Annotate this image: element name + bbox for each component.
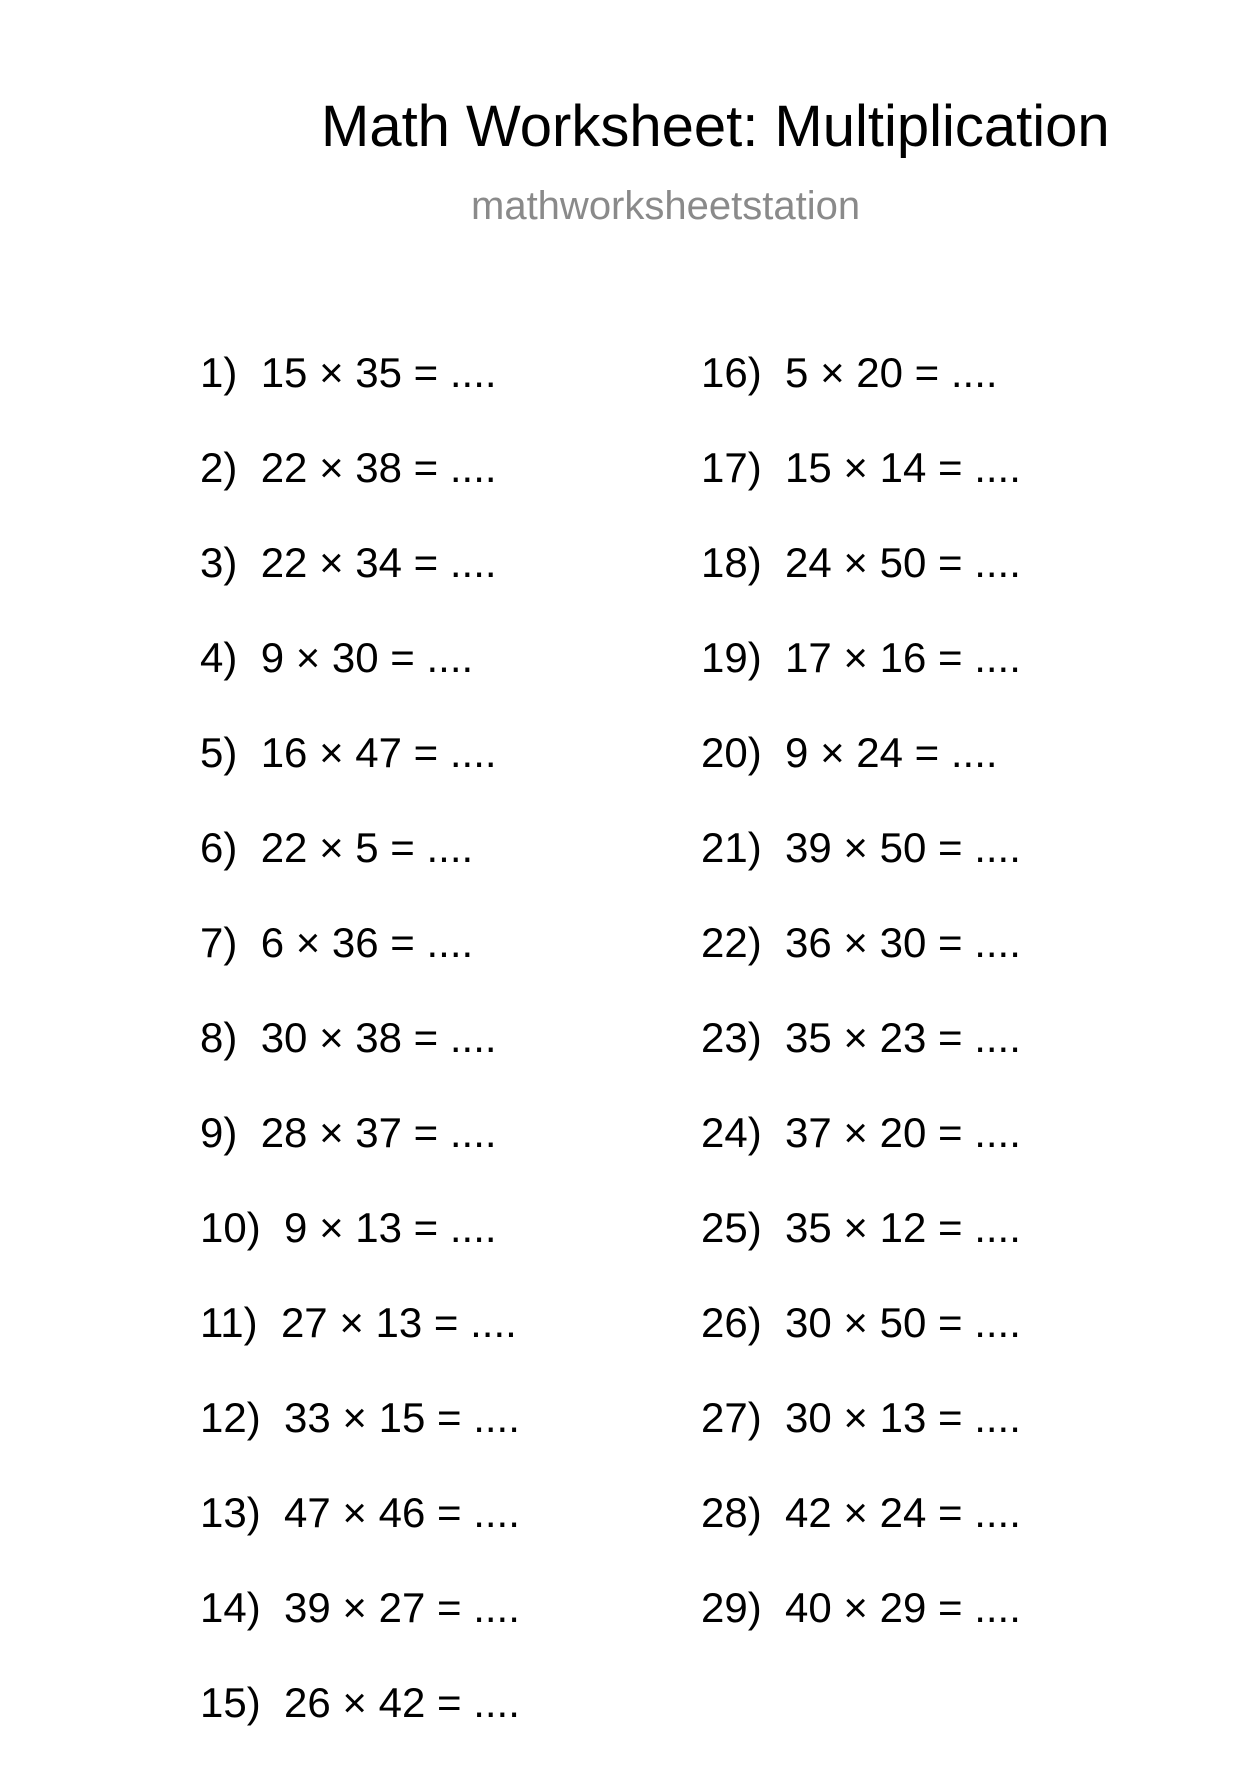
problem-number: 22 )	[701, 922, 785, 964]
problem-expression: 26 × 42 = ....	[284, 1679, 520, 1726]
problem-expression: 16 × 47 = ....	[260, 729, 497, 776]
problem-4	[200, 634, 520, 732]
problem-16	[701, 349, 1021, 447]
problem-21	[701, 824, 1021, 922]
problems-column-left	[200, 349, 520, 1777]
problem-20	[701, 729, 1021, 827]
problem-7	[200, 919, 520, 1017]
problem-number: 4 )	[200, 637, 261, 679]
problem-expression: 30 × 13 = ....	[785, 1394, 1021, 1441]
problem-expression: 17 × 16 = ....	[785, 634, 1021, 681]
problem-expression: 24 × 50 = ....	[785, 539, 1021, 586]
problem-expression: 33 × 15 = ....	[284, 1394, 520, 1441]
problem-expression: 35 × 23 = ....	[785, 1014, 1021, 1061]
problem-number: 9 )	[200, 1112, 261, 1154]
problem-3	[200, 539, 520, 637]
problem-number: 19 )	[701, 637, 785, 679]
problem-number: 27 )	[701, 1397, 785, 1439]
worksheet-source: mathworksheetstation	[471, 184, 861, 228]
problem-number: 6 )	[200, 827, 261, 869]
problem-expression: 9 × 30 = ....	[260, 634, 474, 681]
problem-expression: 36 × 30 = ....	[785, 919, 1021, 966]
problem-number: 16 )	[701, 352, 785, 394]
problems-column-right	[701, 349, 1021, 1682]
problem-expression: 47 × 46 = ....	[284, 1489, 520, 1536]
problem-number: 7 )	[200, 922, 261, 964]
problem-number: 21 )	[701, 827, 785, 869]
problem-19	[701, 634, 1021, 732]
problem-24	[701, 1109, 1021, 1207]
problem-number: 14 )	[200, 1587, 284, 1629]
problem-expression: 40 × 29 = ....	[785, 1584, 1021, 1631]
problem-22	[701, 919, 1021, 1017]
problem-28	[701, 1489, 1021, 1587]
problem-expression: 5 × 20 = ....	[785, 349, 998, 396]
problem-1	[200, 349, 520, 447]
problem-number: 28 )	[701, 1492, 785, 1534]
problem-expression: 22 × 5 = ....	[260, 824, 474, 871]
problem-25	[701, 1204, 1021, 1302]
problem-10	[200, 1204, 520, 1302]
problem-number: 5 )	[200, 732, 261, 774]
problem-expression: 28 × 37 = ....	[260, 1109, 497, 1156]
problem-number: 20 )	[701, 732, 785, 774]
problem-29	[701, 1584, 1021, 1682]
problem-expression: 22 × 38 = ....	[260, 444, 497, 491]
problem-expression: 9 × 13 = ....	[284, 1204, 497, 1251]
problem-18	[701, 539, 1021, 637]
problem-expression: 15 × 35 = ....	[260, 349, 497, 396]
problem-number: 12 )	[200, 1397, 284, 1439]
problem-number: 11 )	[200, 1302, 281, 1344]
problem-8	[200, 1014, 520, 1112]
problem-expression: 39 × 27 = ....	[284, 1584, 520, 1631]
problem-expression: 39 × 50 = ....	[785, 824, 1021, 871]
problem-expression: 30 × 50 = ....	[785, 1299, 1021, 1346]
problem-12	[200, 1394, 520, 1492]
problem-11	[200, 1299, 520, 1397]
problem-13	[200, 1489, 520, 1587]
problem-number: 3 )	[200, 542, 261, 584]
problem-number: 24 )	[701, 1112, 785, 1154]
problem-27	[701, 1394, 1021, 1492]
problem-expression: 9 × 24 = ....	[785, 729, 998, 776]
problem-expression: 37 × 20 = ....	[785, 1109, 1021, 1156]
problem-number: 18 )	[701, 542, 785, 584]
problem-6	[200, 824, 520, 922]
problem-expression: 22 × 34 = ....	[260, 539, 497, 586]
problem-expression: 30 × 38 = ....	[260, 1014, 497, 1061]
problem-expression: 6 × 36 = ....	[260, 919, 474, 966]
problem-expression: 27 × 13 = ....	[280, 1299, 517, 1346]
problem-expression: 35 × 12 = ....	[785, 1204, 1021, 1251]
problem-number: 23 )	[701, 1017, 785, 1059]
problem-number: 1 )	[200, 352, 261, 394]
problem-15	[200, 1679, 520, 1777]
problem-number: 17 )	[701, 447, 785, 489]
problem-26	[701, 1299, 1021, 1397]
problem-number: 13 )	[200, 1492, 284, 1534]
problem-23	[701, 1014, 1021, 1112]
problem-number: 10 )	[200, 1207, 284, 1249]
problem-9	[200, 1109, 520, 1207]
problem-number: 29 )	[701, 1587, 785, 1629]
problem-5	[200, 729, 520, 827]
problem-expression: 42 × 24 = ....	[785, 1489, 1021, 1536]
problem-number: 26 )	[701, 1302, 785, 1344]
worksheet-title: Math Worksheet: Multiplication	[321, 94, 1110, 159]
problem-number: 25 )	[701, 1207, 785, 1249]
problem-expression: 15 × 14 = ....	[785, 444, 1021, 491]
problem-2	[200, 444, 520, 542]
problem-number: 8 )	[200, 1017, 261, 1059]
problem-14	[200, 1584, 520, 1682]
problem-number: 2 )	[200, 447, 261, 489]
problem-number: 15 )	[200, 1682, 284, 1724]
problem-17	[701, 444, 1021, 542]
